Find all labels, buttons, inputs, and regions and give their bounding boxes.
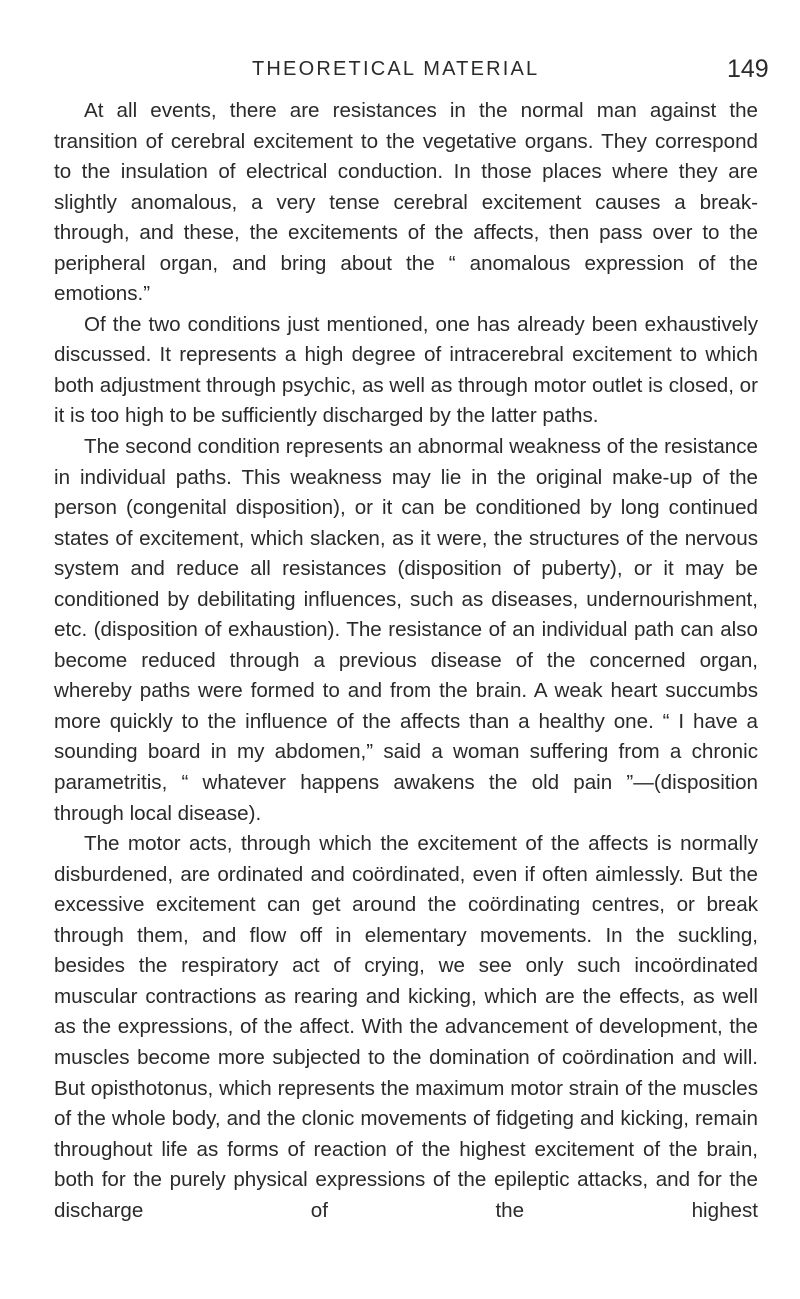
paragraph-2: Of the two conditions just mentioned, one has already been exhaustively discussed. It represents a high degree of intracerebral excitement to which both adjustment through psychic, as well as through motor outlet is closed, or it is too high to be sufficiently discharged by the latter paths.	[54, 312, 758, 428]
paragraph-3: The second condition represents an abnormal weakness of the resistance in individual paths. This weakness may lie in the original make-up of the person (congenital disposition), or it can be conditioned by long continued states of excitement, which slacken, as it were, the structures of the nervous system and reduce all resistances (disposition of puberty), or it may be conditioned by debilitating influences, such as diseases, undernourishment, etc. (disposition of exhaustion). The resistance of an individual path can also become reduced through a previous disease of the concerned organ, whereby paths were formed to and from the brain. A weak heart succumbs more quickly to the influence of the affects than a healthy one. “ I have a sounding board in my abdomen,” said a woman suffering from a chronic parametritis, “ whatever happens awakens the old pain ”—(disposition through local disease).	[54, 435, 758, 825]
paragraph-1: At all events, there are resistances in the normal man against the transition of cerebral excitement to the vegetative organs. They correspond to the insulation of electrical conduction. In those places where they are slightly anomalous, a very tense cerebral excitement causes a break-through, and these, the excitements of the affects, then pass over to the peripheral organ, and bring about the “ anomalous expression of the emotions.”	[54, 99, 758, 306]
running-header	[0, 55, 800, 88]
page-number: 149	[727, 55, 769, 83]
paragraph-4: The motor acts, through which the excitement of the affects is normally disburdened, are ordinated and coördinated, even if often aimlessly. But the excessive excitement can get around the coördinating centres, or break through them, and flow off in elementary movements. In the suckling, besides the respiratory act of crying, we see only such incoördinated muscular contractions as rearing and kicking, which are the effects, as well as the expressions, of the affect. With the advancement of development, the muscles become more subjected to the domination of coördination and will. But opisthotonus, which represents the maximum motor strain of the muscles of the whole body, and the clonic movements of fidgeting and kicking, remain throughout life as forms of reaction of the highest excitement of the brain, both for the purely physical expressions of the epileptic attacks, and for the discharge of the highest	[54, 832, 758, 1222]
running-title: THEORETICAL MATERIAL	[252, 58, 540, 80]
body-text	[54, 96, 758, 1226]
